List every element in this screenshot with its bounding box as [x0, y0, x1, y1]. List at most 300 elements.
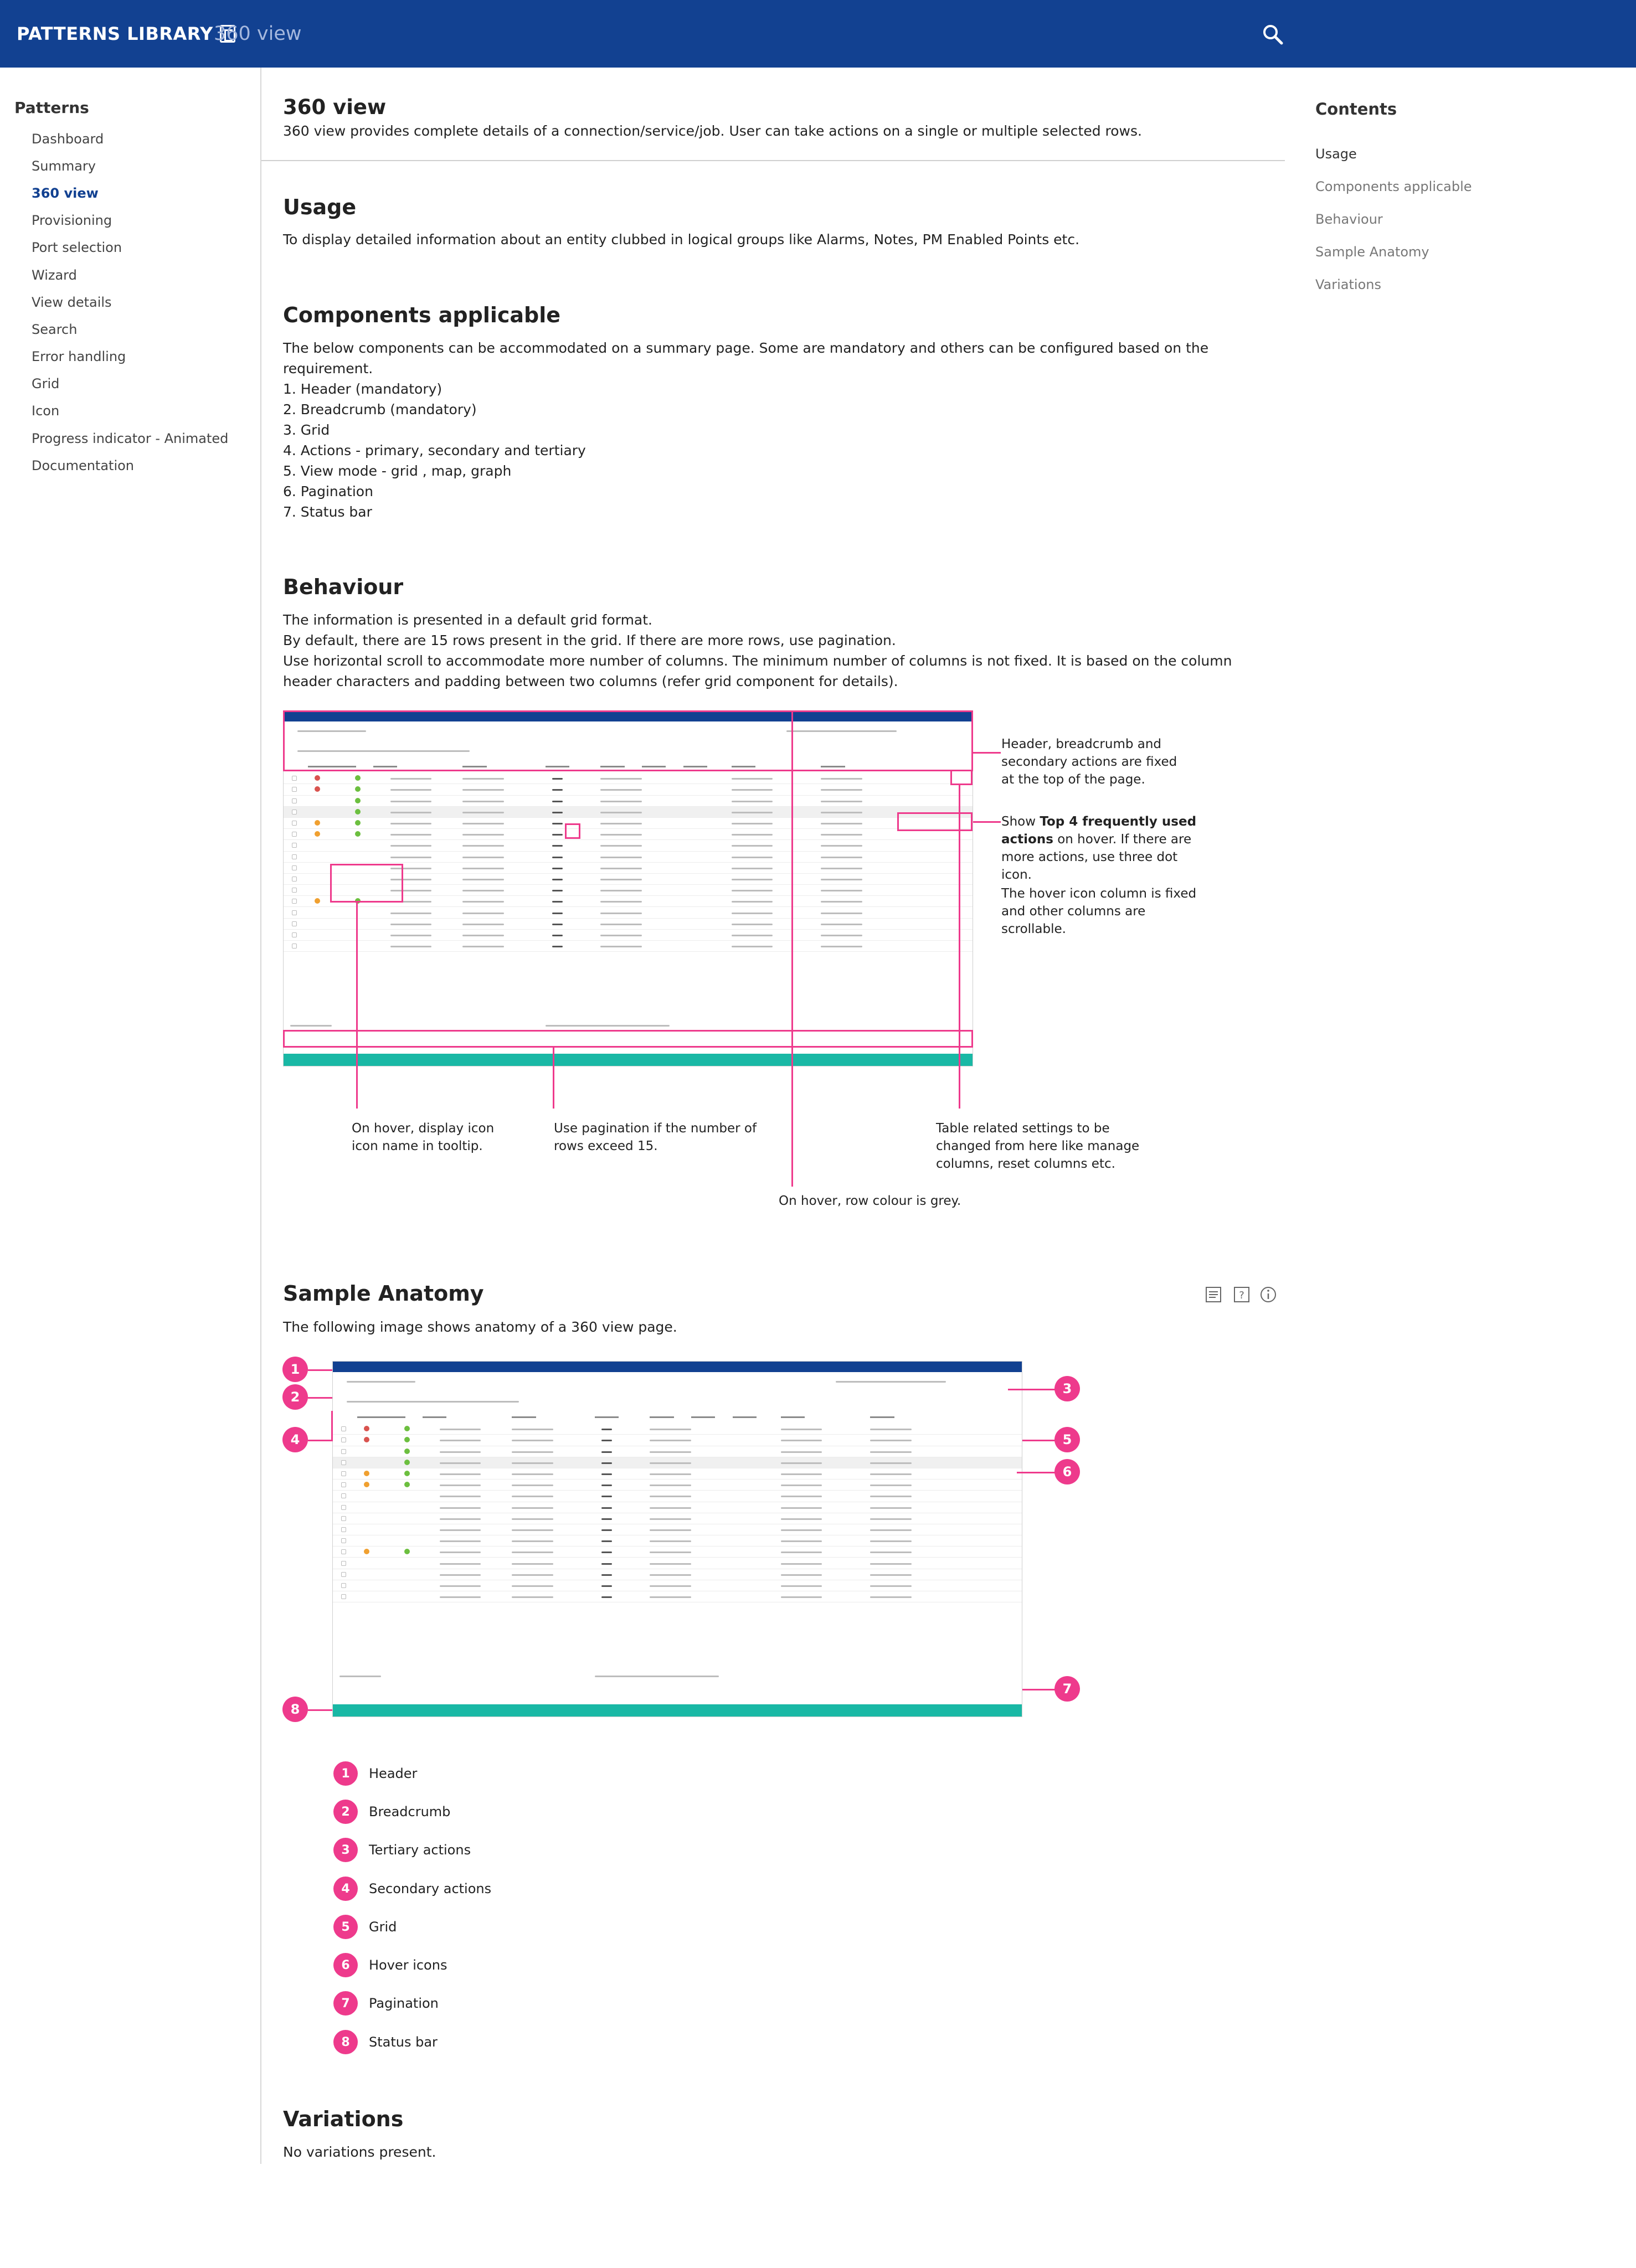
mock-cell: [650, 1596, 691, 1598]
mock-direction-arrow: [601, 1585, 612, 1587]
table-of-contents: [1315, 100, 1570, 301]
mock-cell: [600, 812, 642, 813]
mock-cell: [821, 801, 862, 802]
mock-direction-arrow: [552, 913, 563, 914]
mock-selected-count: [339, 1676, 381, 1677]
mock-column-header: [381, 1416, 405, 1418]
sidebar-item-error-handling[interactable]: Error handling: [32, 349, 126, 365]
mock-checkbox: [292, 776, 297, 781]
mock-cell: [781, 1496, 822, 1497]
mock-cell: [390, 778, 432, 780]
mock-cell: [512, 1462, 553, 1464]
mock-direction-arrow: [552, 868, 563, 869]
note-row-hover: On hover, row colour is grey.: [779, 1194, 961, 1208]
toc-item-components[interactable]: Components applicable: [1315, 178, 1472, 194]
callout-badge-2: 2: [282, 1384, 308, 1410]
legend-label: Status bar: [369, 2034, 438, 2050]
mock-cell: [650, 1563, 691, 1565]
mock-cell: [732, 913, 773, 914]
mock-direction-arrow: [552, 946, 563, 947]
mock-checkbox: [341, 1527, 346, 1532]
mock-cell: [732, 901, 773, 903]
components-item: 4. Actions - primary, secondary and tertiary: [283, 442, 586, 458]
mock-direction-arrow: [552, 857, 563, 858]
mock-cell: [781, 1574, 822, 1576]
mock-direction-arrow: [601, 1529, 612, 1531]
mock-cell: [600, 924, 642, 925]
mock-cell: [870, 1473, 912, 1475]
legend-label: Pagination: [369, 1996, 439, 2011]
note-hover-prefix: Show: [1001, 815, 1040, 829]
mock-cell: [512, 1574, 553, 1576]
mock-direction-arrow: [601, 1473, 612, 1475]
mock-cell: [870, 1496, 912, 1497]
mock-cell: [781, 1451, 822, 1453]
mock-cell: [650, 1496, 691, 1497]
usage-heading: Usage: [283, 195, 357, 219]
connector-line: [308, 1709, 332, 1711]
sidebar-item-port-selection[interactable]: Port selection: [32, 240, 122, 256]
mock-cell: [512, 1496, 553, 1497]
sidebar-item-360-view[interactable]: 360 view: [32, 185, 99, 201]
legend-badge: 6: [333, 1953, 358, 1977]
mock-checkbox: [292, 854, 297, 859]
variations-text: No variations present.: [283, 2144, 436, 2160]
mock-cell: [870, 1574, 912, 1576]
components-item: 6. Pagination: [283, 483, 373, 499]
mock-cell: [870, 1529, 912, 1531]
mock-checkbox: [292, 832, 297, 837]
mock-column-header: [512, 1416, 536, 1418]
components-heading: Components applicable: [283, 303, 561, 327]
connector-line: [973, 821, 1001, 823]
mock-cell: [600, 778, 642, 780]
legend-item-secondary-actions: [333, 1876, 491, 1901]
mock-pagination: [546, 1025, 670, 1027]
mock-cell: [600, 789, 642, 791]
mock-cell: [390, 834, 432, 836]
sidebar-item-icon[interactable]: Icon: [32, 403, 60, 419]
mock-cell: [462, 946, 504, 947]
mock-cell: [821, 913, 862, 914]
mock-cell: [440, 1484, 481, 1486]
connector-line: [308, 1369, 332, 1371]
sidebar-title: Patterns: [14, 99, 89, 117]
mock-column-header: [595, 1416, 619, 1418]
mock-cell: [650, 1529, 691, 1531]
mock-alarm-dot: [364, 1471, 369, 1476]
mock-cell: [440, 1563, 481, 1565]
legend-item-pagination: [333, 1991, 439, 2016]
mock-cell: [821, 879, 862, 880]
mock-direction-arrow: [552, 901, 563, 903]
mock-cell: [440, 1518, 481, 1520]
sidebar: [0, 68, 261, 2164]
mock-cell: [462, 801, 504, 802]
anatomy-heading: Sample Anatomy: [283, 1281, 484, 1306]
mock-cell: [732, 879, 773, 880]
mock-cell: [781, 1473, 822, 1475]
mock-checkbox: [341, 1505, 346, 1510]
mock-cell: [781, 1529, 822, 1531]
sidebar-item-search[interactable]: Search: [32, 321, 78, 337]
mock-cell: [650, 1551, 691, 1553]
mock-cell: [390, 789, 432, 791]
mock-cell: [440, 1540, 481, 1542]
mock-cell: [512, 1585, 553, 1587]
mock-cell: [600, 834, 642, 836]
variations-heading: Variations: [283, 2107, 404, 2131]
legend-item-grid: [333, 1914, 397, 1940]
mock-direction-arrow: [601, 1507, 612, 1509]
mock-direction-arrow: [601, 1451, 612, 1453]
highlight-row-cursor: [565, 823, 580, 839]
mock-checkbox: [292, 932, 297, 937]
mock-cell: [462, 890, 504, 891]
mock-cell: [390, 845, 432, 847]
note-header: Header, breadcrumb and secondary actions are fixed at the top of the page.: [1001, 737, 1177, 787]
mock-cell: [870, 1518, 912, 1520]
mock-direction-arrow: [552, 890, 563, 891]
mock-column-header: [357, 1416, 382, 1418]
mock-cell: [821, 823, 862, 824]
mock-breadcrumb: [347, 1381, 415, 1383]
mock-direction-arrow: [552, 879, 563, 880]
legend-label: Header: [369, 1766, 418, 1781]
mock-cell: [600, 890, 642, 891]
mock-column-header: [691, 1416, 716, 1418]
toc-item-usage[interactable]: Usage: [1315, 146, 1357, 162]
mock-cell: [732, 924, 773, 925]
mock-checkbox: [341, 1437, 346, 1442]
mock-cell: [650, 1484, 691, 1486]
mock-cell: [462, 879, 504, 880]
mock-cell: [781, 1440, 822, 1441]
mock-direction-arrow: [552, 935, 563, 936]
mock-cell: [512, 1518, 553, 1520]
mock-status-bar: [284, 1054, 973, 1066]
mock-cell: [440, 1574, 481, 1576]
legend-label: Secondary actions: [369, 1881, 492, 1896]
mock-cell: [390, 935, 432, 936]
sidebar-nav: [32, 125, 228, 479]
legend-item-status-bar: [333, 2029, 438, 2055]
mock-cell: [390, 801, 432, 802]
legend-item-header: [333, 1761, 417, 1786]
mock-checkbox: [292, 888, 297, 893]
mock-cell: [821, 789, 862, 791]
mock-checkbox: [292, 944, 297, 949]
mock-cell: [440, 1473, 481, 1475]
components-item: 2. Breadcrumb (mandatory): [283, 401, 477, 417]
mock-cell: [512, 1484, 553, 1486]
mock-cell: [390, 857, 432, 858]
connector-line: [356, 903, 358, 1109]
mock-column-header: [870, 1416, 894, 1418]
mock-cell: [512, 1563, 553, 1565]
sidebar-item-view-details[interactable]: View details: [32, 294, 112, 310]
mock-direction-arrow: [552, 924, 563, 925]
mock-cell: [732, 890, 773, 891]
mock-cell: [870, 1507, 912, 1509]
components-intro: The below components can be accommodated on a summary page. Some are mandatory and others can be configured based on the requirement.: [283, 340, 1209, 377]
mock-direction-arrow: [552, 789, 563, 791]
mock-direction-arrow: [601, 1551, 612, 1553]
callout-badge-5: 5: [1054, 1427, 1080, 1452]
mock-cell: [600, 946, 642, 947]
mock-cell: [600, 868, 642, 869]
mock-checkbox: [292, 877, 297, 882]
mock-cell: [781, 1429, 822, 1430]
help-icon[interactable]: [1233, 1286, 1251, 1303]
mock-cell: [650, 1451, 691, 1453]
mock-cell: [600, 823, 642, 824]
mock-selected-count: [290, 1025, 332, 1027]
connector-line: [973, 752, 1001, 754]
mock-toolbar: [347, 1401, 519, 1403]
mock-column-header: [423, 1416, 447, 1418]
note-hover-fixed: The hover icon column is fixed and other columns are scrollable.: [1001, 886, 1197, 936]
mock-cell: [512, 1507, 553, 1509]
mock-direction-arrow: [552, 823, 563, 824]
legend-badge: 7: [333, 1991, 358, 2016]
mock-cell: [440, 1496, 481, 1497]
mock-cell: [870, 1440, 912, 1441]
mock-direction-arrow: [601, 1429, 612, 1430]
mock-cell: [650, 1585, 691, 1587]
mock-cell: [512, 1440, 553, 1441]
mock-cell: [732, 789, 773, 791]
note-pagination: Use pagination if the number of rows exceed 15.: [554, 1121, 757, 1153]
mock-cell: [781, 1518, 822, 1520]
mock-cell: [462, 778, 504, 780]
mock-checkbox: [292, 843, 297, 848]
mock-cell: [440, 1551, 481, 1553]
mock-cell: [462, 913, 504, 914]
mock-cell: [870, 1484, 912, 1486]
svg-text:?: ?: [1239, 1290, 1244, 1301]
mock-cell: [732, 935, 773, 936]
mock-cell: [440, 1585, 481, 1587]
mock-checkbox: [292, 921, 297, 926]
mock-cell: [440, 1596, 481, 1598]
mock-cell: [650, 1462, 691, 1464]
mock-cell: [440, 1462, 481, 1464]
mock-cell: [732, 801, 773, 802]
mock-checkbox: [292, 821, 297, 826]
mock-cell: [650, 1518, 691, 1520]
mock-direction-arrow: [601, 1563, 612, 1565]
mock-checkbox: [341, 1482, 346, 1487]
mock-cell: [821, 868, 862, 869]
mock-cell: [650, 1473, 691, 1475]
mock-checkbox: [341, 1426, 346, 1431]
mock-cell: [821, 812, 862, 813]
mock-cell: [870, 1462, 912, 1464]
mock-cell: [821, 857, 862, 858]
mock-direction-arrow: [601, 1518, 612, 1520]
sidebar-item-grid[interactable]: Grid: [32, 376, 60, 392]
mock-cell: [462, 789, 504, 791]
mock-direction-arrow: [552, 845, 563, 847]
legend-label: Hover icons: [369, 1957, 447, 1973]
mock-cell: [512, 1596, 553, 1598]
mock-cell: [870, 1429, 912, 1430]
mock-cell: [440, 1429, 481, 1430]
sidebar-item-progress-indicator[interactable]: Progress indicator - Animated: [32, 430, 229, 446]
components-item: 1. Header (mandatory): [283, 381, 443, 397]
mock-cell: [600, 913, 642, 914]
behaviour-line: Use horizontal scroll to accommodate more number of columns. The minimum number of columns is not fixed. It is based on the column header characters and padding between two columns (refer grid component for details).: [283, 653, 1232, 689]
brand-logo[interactable]: [17, 0, 235, 68]
behaviour-line: The information is presented in a default grid format.: [283, 612, 653, 628]
mock-cell: [512, 1473, 553, 1475]
toc-title: Contents: [1315, 100, 1397, 118]
document-icon[interactable]: [1205, 1286, 1222, 1303]
mock-direction-arrow: [601, 1574, 612, 1576]
mock-direction-arrow: [601, 1540, 612, 1542]
mock-cell: [781, 1596, 822, 1598]
legend-label: Breadcrumb: [369, 1804, 451, 1819]
toc-item-behaviour[interactable]: Behaviour: [1315, 211, 1383, 227]
note-hover-actions: [1001, 813, 1212, 884]
toc-item-variations[interactable]: Variations: [1315, 276, 1381, 292]
legend-badge: 5: [333, 1915, 358, 1939]
mock-checkbox: [341, 1549, 346, 1554]
mock-column-header: [733, 1416, 757, 1418]
sidebar-item-dashboard[interactable]: Dashboard: [32, 131, 104, 147]
note-settings: Table related settings to be changed from here like manage columns, reset columns etc.: [936, 1121, 1140, 1171]
mock-direction-arrow: [601, 1462, 612, 1464]
callout-badge-7: 7: [1054, 1676, 1080, 1702]
mock-status-bar: [333, 1704, 1022, 1717]
mock-cell: [732, 845, 773, 847]
mock-checkbox: [341, 1538, 346, 1543]
search-icon[interactable]: [1262, 23, 1284, 45]
mock-cell: [732, 868, 773, 869]
mock-cell: [870, 1585, 912, 1587]
mock-cell: [440, 1440, 481, 1441]
behaviour-heading: Behaviour: [283, 575, 404, 599]
components-item: 5. View mode - grid , map, graph: [283, 463, 512, 479]
legend-badge: 1: [333, 1761, 358, 1786]
mock-cell: [440, 1451, 481, 1453]
sidebar-item-wizard[interactable]: Wizard: [32, 267, 77, 283]
callout-badge-6: 6: [1054, 1459, 1080, 1484]
current-page-title: 360 view: [214, 23, 302, 45]
mock-cell: [870, 1540, 912, 1542]
mock-cell: [512, 1451, 553, 1453]
highlight-settings: [950, 770, 973, 785]
note-hover-bold: Top 4 frequently used actions: [1001, 815, 1197, 847]
behaviour-line: By default, there are 15 rows present in the grid. If there are more rows, use pagination.: [283, 632, 896, 648]
mock-checkbox: [292, 899, 297, 904]
mock-cell: [600, 935, 642, 936]
legend-badge: 2: [333, 1800, 358, 1824]
mock-cell: [821, 834, 862, 836]
highlight-pagination: [283, 1030, 973, 1048]
mock-cell: [650, 1429, 691, 1430]
note-hover-suffix: on hover. If there are more actions, use three dot icon.: [1001, 832, 1192, 882]
note-tooltip: On hover, display icon icon name in tooltip.: [352, 1121, 495, 1153]
mock-cell: [732, 946, 773, 947]
callout-badge-4: 4: [282, 1427, 308, 1452]
mock-cell: [781, 1563, 822, 1565]
callout-badge-3: 3: [1054, 1376, 1080, 1401]
title-divider: [261, 160, 1285, 161]
mock-cell: [600, 845, 642, 847]
mock-cell: [512, 1551, 553, 1553]
mock-cell: [821, 890, 862, 891]
mock-cell: [462, 901, 504, 903]
sidebar-item-summary[interactable]: Summary: [32, 158, 96, 174]
mock-cell: [821, 845, 862, 847]
mock-cell: [821, 924, 862, 925]
mock-cell: [650, 1540, 691, 1542]
connector-line: [331, 1411, 333, 1441]
mock-cell: [512, 1429, 553, 1430]
mock-direction-arrow: [601, 1496, 612, 1497]
mock-cell: [390, 812, 432, 813]
mock-checkbox: [292, 798, 297, 803]
mock-cell: [650, 1507, 691, 1509]
mock-cell: [650, 1440, 691, 1441]
mock-cell: [732, 857, 773, 858]
sidebar-item-provisioning[interactable]: Provisioning: [32, 213, 112, 229]
mock-cell: [390, 823, 432, 824]
callout-badge-1: 1: [282, 1357, 308, 1382]
mock-status-dot: [355, 798, 361, 803]
mock-cell: [781, 1551, 822, 1553]
components-item: 7. Status bar: [283, 504, 372, 520]
mock-direction-arrow: [601, 1596, 612, 1598]
highlight-header: [283, 710, 973, 771]
mock-checkbox: [341, 1471, 346, 1476]
mock-cell: [390, 913, 432, 914]
mock-cell: [821, 778, 862, 780]
mock-direction-arrow: [552, 834, 563, 836]
mock-header-bar: [333, 1362, 1022, 1372]
mock-cell: [781, 1462, 822, 1464]
mock-direction-arrow: [601, 1440, 612, 1441]
info-icon[interactable]: [1259, 1286, 1277, 1303]
mock-cell: [732, 778, 773, 780]
mock-cell: [462, 845, 504, 847]
mock-checkbox: [341, 1516, 346, 1521]
mock-cell: [781, 1585, 822, 1587]
connector-line: [308, 1397, 332, 1399]
mock-cell: [870, 1596, 912, 1598]
anatomy-description: The following image shows anatomy of a 360 view page.: [283, 1319, 677, 1335]
legend-badge: 8: [333, 2030, 358, 2054]
mock-pagination: [595, 1676, 719, 1677]
mock-column-header: [781, 1416, 805, 1418]
mock-checkbox: [341, 1561, 346, 1566]
connector-line: [308, 1440, 332, 1441]
sidebar-item-documentation[interactable]: Documentation: [32, 457, 135, 473]
mock-cell: [600, 901, 642, 903]
mock-cell: [732, 823, 773, 824]
mock-cell: [462, 834, 504, 836]
mock-cell: [870, 1563, 912, 1565]
page-title: 360 view: [283, 95, 387, 119]
mock-cell: [512, 1529, 553, 1531]
mock-cell: [462, 868, 504, 869]
toc-item-sample-anatomy[interactable]: Sample Anatomy: [1315, 244, 1429, 260]
mock-cell: [390, 946, 432, 947]
anatomy-screenshot: [332, 1361, 1022, 1717]
mock-cell: [462, 823, 504, 824]
